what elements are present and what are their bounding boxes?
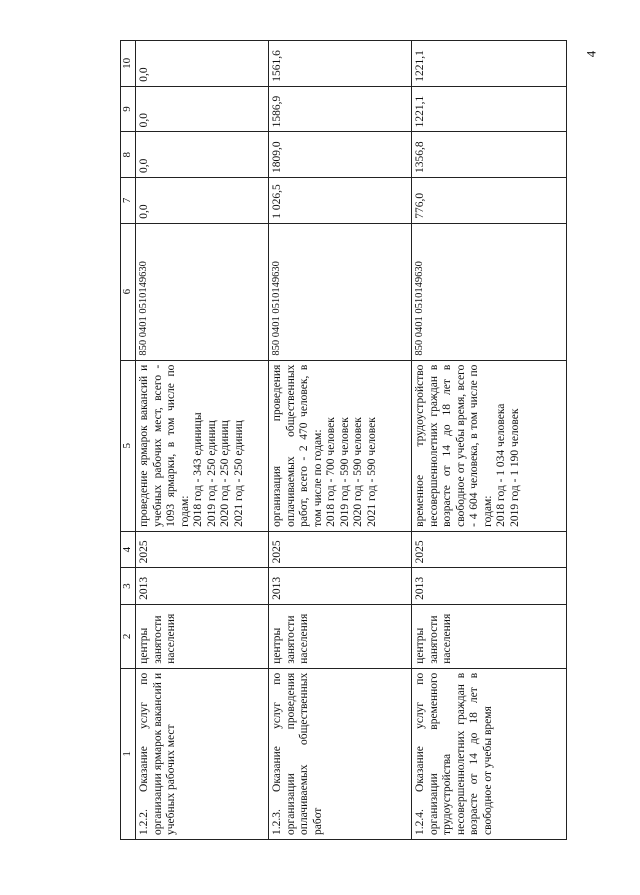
header-row	[121, 41, 136, 840]
amount-cell: 1356,8	[412, 132, 567, 178]
budget-code: 850 0401 0510149630	[412, 223, 567, 360]
start-year: 2013	[412, 568, 567, 605]
executor: центры занятости населения	[136, 604, 269, 668]
amount-cell: 1561,6	[269, 41, 412, 87]
header-cell: 3	[121, 568, 136, 605]
amount-cell: 776,0	[412, 178, 567, 224]
program-activities-table	[120, 40, 567, 840]
amount-cell: 0,0	[136, 178, 269, 224]
result-year-line: 2021 год - 250 единиц	[232, 420, 245, 527]
expected-result	[412, 360, 567, 531]
result-year-line: 2020 год - 250 единиц	[219, 420, 232, 527]
header-cell: 2	[121, 604, 136, 668]
activity-name: 1.2.2. Оказание услуг по организации ярмарок вакансий и учебных рабочих мест	[136, 668, 269, 839]
expected-result	[136, 360, 269, 531]
end-year: 2025	[412, 531, 567, 568]
header-cell: 7	[121, 178, 136, 224]
header-cell: 10	[121, 41, 136, 87]
table-row	[269, 41, 412, 840]
result-year-line: 2019 год - 1 190 человек	[508, 408, 521, 527]
header-cell: 9	[121, 86, 136, 132]
budget-code: 850 0401 0510149630	[136, 223, 269, 360]
header-cell: 6	[121, 223, 136, 360]
result-year-line: 2018 год - 343 единицы	[192, 412, 205, 527]
amount-cell: 1 026,5	[269, 178, 412, 224]
amount-cell: 0,0	[136, 86, 269, 132]
activity-name: 1.2.4. Оказание услуг по организации временного трудоустройства несовершеннолетних граждан в возрасте от 14 до 18 лет в свободное от учебы время	[412, 668, 567, 839]
start-year: 2013	[136, 568, 269, 605]
executor: центры занятости населения	[269, 604, 412, 668]
start-year: 2013	[269, 568, 412, 605]
page-number: 4	[583, 50, 599, 58]
amount-cell: 1221,1	[412, 41, 567, 87]
result-year-line: 2019 год - 250 единиц	[205, 420, 218, 527]
amount-cell: 1809,0	[269, 132, 412, 178]
table-row	[136, 41, 269, 840]
amount-cell: 0,0	[136, 41, 269, 87]
amount-cell: 1221,1	[412, 86, 567, 132]
amount-cell: 0,0	[136, 132, 269, 178]
result-year-line: 2021 год - 590 человек	[365, 417, 378, 527]
header-cell: 1	[121, 668, 136, 839]
amount-cell: 1586,9	[269, 86, 412, 132]
result-year-line: 2020 год - 590 человек	[352, 417, 365, 527]
result-text: проведение ярмарок вакансий и учебных рабочих мест, всего - 1093 ярмарки, в том числе по годам:	[138, 364, 191, 527]
header-cell: 8	[121, 132, 136, 178]
end-year: 2025	[136, 531, 269, 568]
activity-name: 1.2.3. Оказание услуг по организации проведения оплачиваемых общественных работ	[269, 668, 412, 839]
result-year-line: 2019 год - 590 человек	[338, 417, 351, 527]
result-year-line: 2018 год - 700 человек	[325, 417, 338, 527]
expected-result	[269, 360, 412, 531]
result-text: временное трудоустройство несовершеннолетних граждан в возрасте от 14 до 18 лет в свободное от учебы время, всего - 4 604 человека, в том числе по годам:	[414, 364, 494, 527]
result-year-line: 2018 год - 1 034 человека	[495, 403, 508, 527]
end-year: 2025	[269, 531, 412, 568]
header-cell: 5	[121, 360, 136, 531]
rotated-table-container	[120, 40, 610, 840]
executor: центры занятости населения	[412, 604, 567, 668]
table-row	[412, 41, 567, 840]
result-text: организация проведения оплачиваемых общественных работ, всего - 2 470 человек, в том числе по годам:	[271, 364, 324, 527]
header-cell: 4	[121, 531, 136, 568]
budget-code: 850 0401 0510149630	[269, 223, 412, 360]
